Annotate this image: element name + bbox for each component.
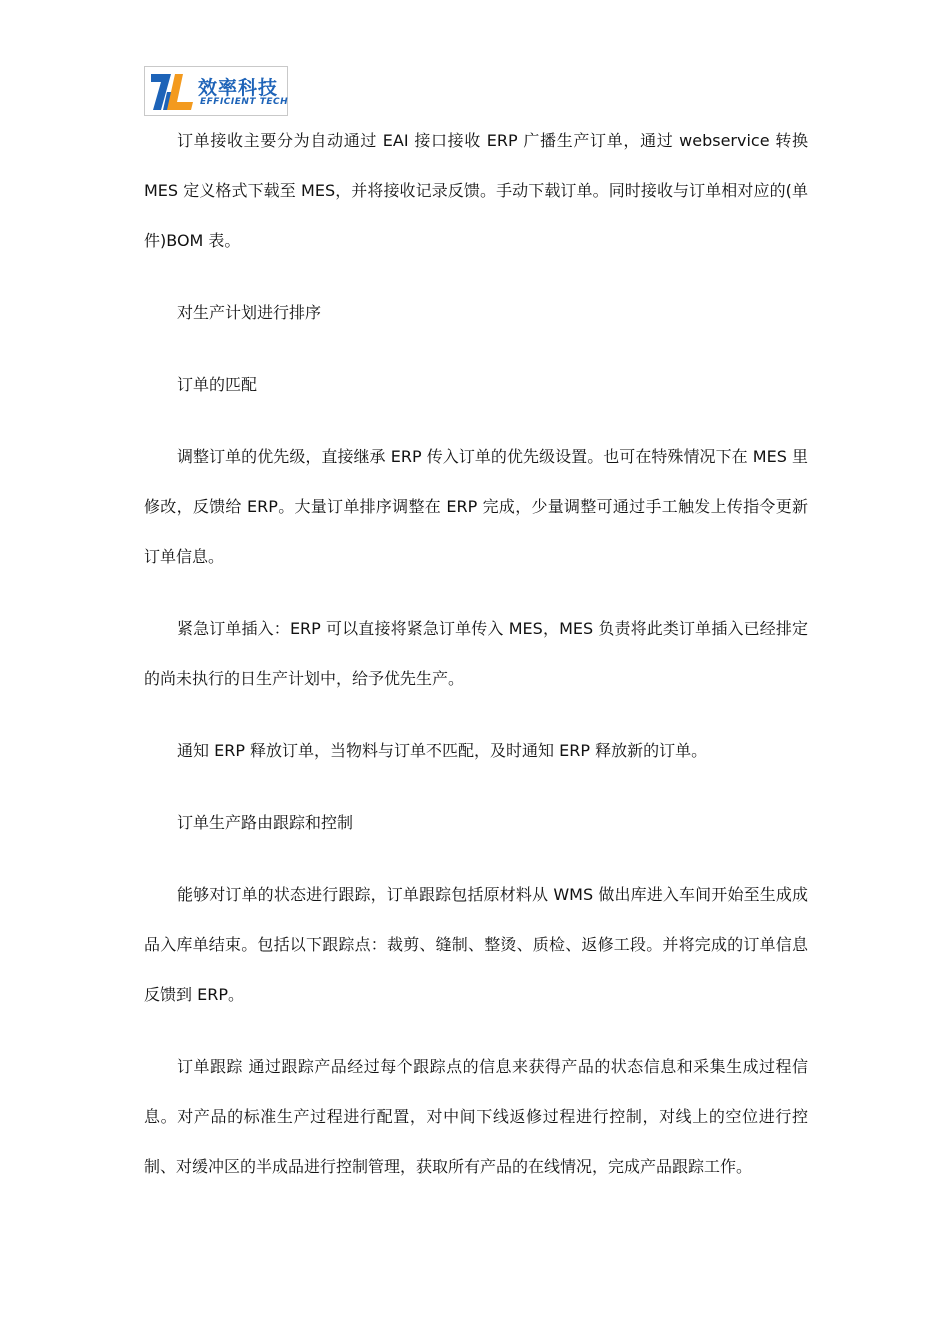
paragraph-production-sorting-heading: 对生产计划进行排序: [177, 303, 322, 322]
efficient-tech-logo-icon: [149, 70, 197, 114]
logo-english-text: EFFICIENT TECH: [200, 97, 289, 107]
paragraph-routing-tracking-heading: 订单生产路由跟踪和控制: [177, 813, 354, 832]
paragraph-order-matching-heading: 订单的匹配: [177, 375, 258, 394]
paragraph-order-receiving: 订单接收主要分为自动通过 EAI 接口接收 ERP 广播生产订单，通过 webservice 转换 MES 定义格式下载至 MES，并将接收记录反馈。手动下载订单。同时接收与订单相对应的(单件)BOM 表。: [144, 131, 808, 250]
paragraph-urgent-order-insert: 紧急订单插入：ERP 可以直接将紧急订单传入 MES，MES 负责将此类订单插入已经排定的尚未执行的日生产计划中，给予优先生产。: [144, 619, 808, 688]
logo-chinese-text: 效率科技: [198, 77, 279, 99]
paragraph-priority-adjustment: 调整订单的优先级，直接继承 ERP 传入订单的优先级设置。也可在特殊情况下在 MES 里修改，反馈给 ERP。大量订单排序调整在 ERP 完成，少量调整可通过手工触发上传指令更新订单信息。: [144, 447, 808, 566]
paragraph-order-tracking-detail: 订单跟踪 通过跟踪产品经过每个跟踪点的信息来获得产品的状态信息和采集生成过程信息。对产品的标准生产过程进行配置，对中间下线返修过程进行控制，对线上的空位进行控制、对缓冲区的半成品进行控制管理，获取所有产品的在线情况，完成产品跟踪工作。: [144, 1057, 808, 1176]
paragraph-notify-erp-release: 通知 ERP 释放订单，当物料与订单不匹配，及时通知 ERP 释放新的订单。: [177, 741, 708, 760]
company-logo: [144, 66, 288, 116]
document-body: [144, 116, 808, 1192]
paragraph-status-tracking: 能够对订单的状态进行跟踪，订单跟踪包括原材料从 WMS 做出库进入车间开始至生成成品入库单结束。包括以下跟踪点：裁剪、缝制、整烫、质检、返修工段。并将完成的订单信息反馈到 ERP。: [144, 885, 808, 1004]
